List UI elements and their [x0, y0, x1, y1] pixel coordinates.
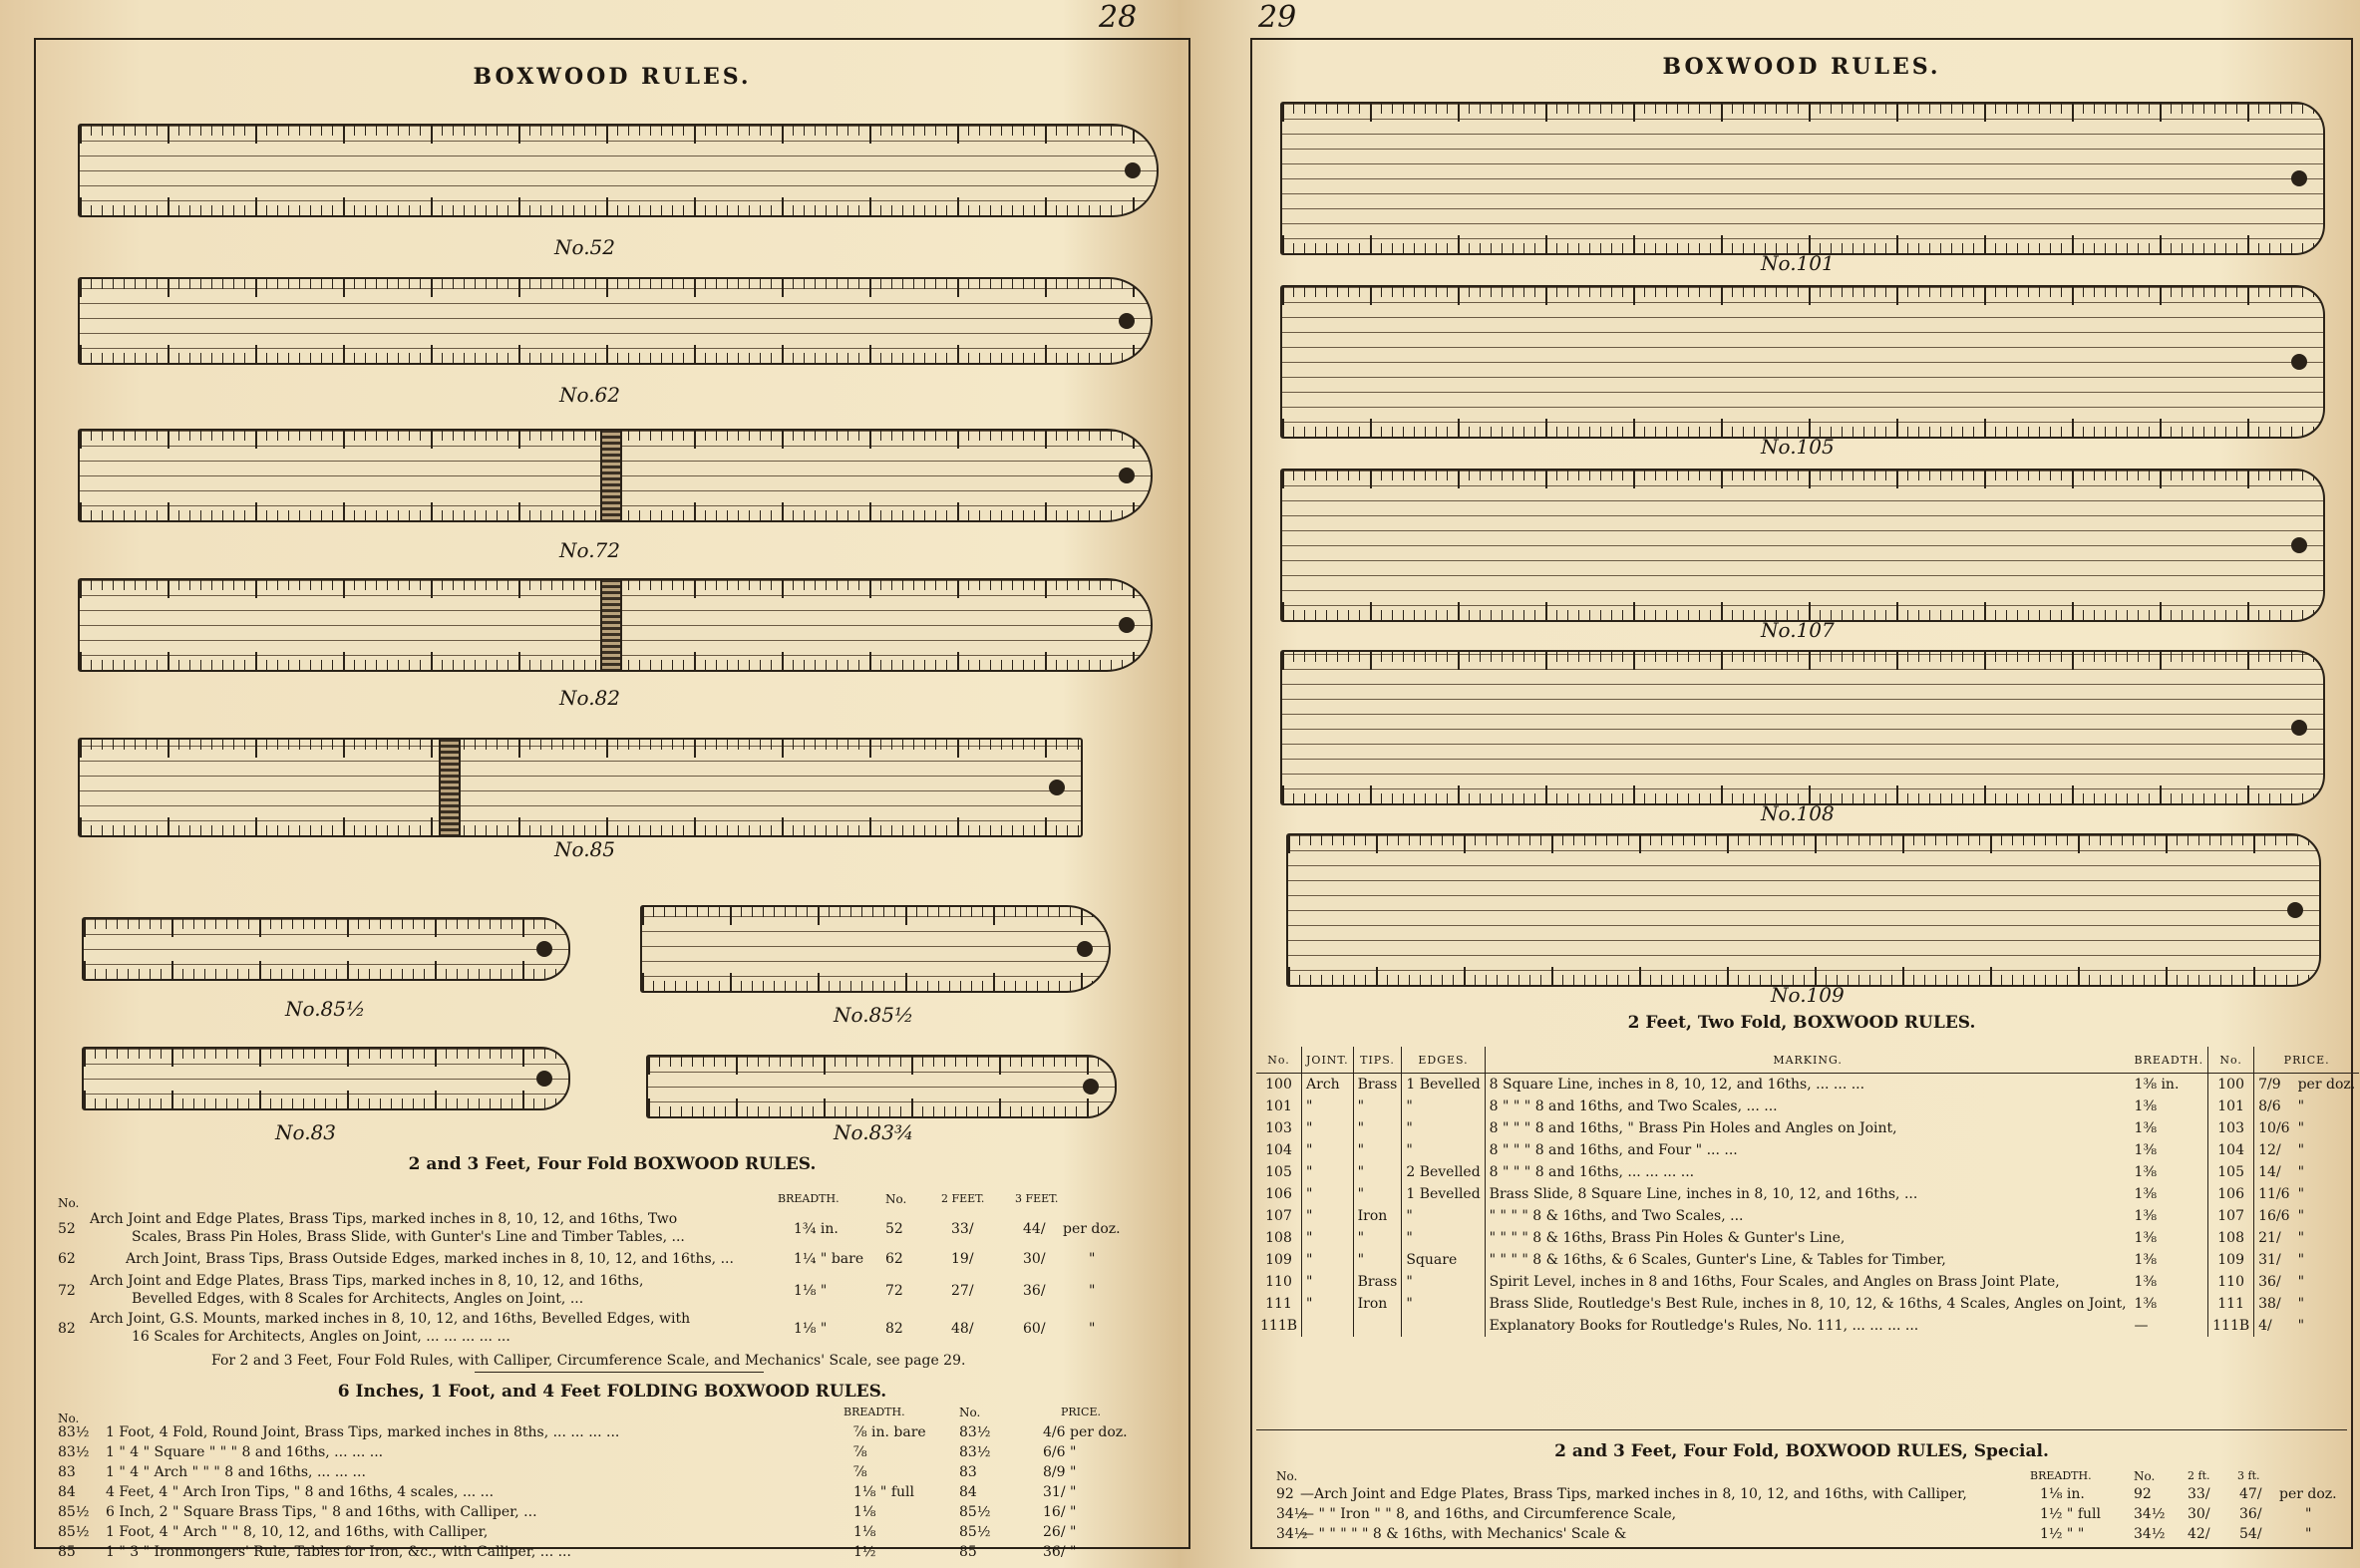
two-fold-cell-edges: "	[1402, 1293, 1485, 1315]
folding-cell-price: 4/6 per doz.	[1043, 1424, 1128, 1440]
col-header-two-ft: 2 ft.	[2188, 1469, 2210, 1482]
right-page	[1250, 38, 2356, 1549]
two-fold-cell-price: 14/	[2254, 1161, 2294, 1183]
two-fold-cell-joint: "	[1302, 1096, 1354, 1117]
two-fold-cell-per: "	[2297, 1318, 2305, 1334]
caption-107: No.107	[1761, 618, 1835, 642]
two-fold-cell-edges: "	[1402, 1139, 1485, 1161]
col-header-no2: No.	[885, 1192, 907, 1206]
rule-illustration-85-half-a	[82, 917, 570, 981]
two-fold-cell-price: 12/	[2254, 1139, 2294, 1161]
folding-cell-no2: 85	[959, 1544, 977, 1560]
col-header-no: No.	[58, 1411, 80, 1425]
two-fold-cell-no: 101	[1265, 1098, 1292, 1114]
two-fold-cell-joint: "	[1302, 1139, 1354, 1161]
caption-62: No.62	[559, 383, 620, 407]
two-fold-cell-marking: 8 " " " 8 and 16ths, ... ... ... ...	[1485, 1161, 2130, 1183]
folding-cell-price: 26/ "	[1043, 1524, 1077, 1540]
two-fold-cell-marking: 8 Square Line, inches in 8, 10, 12, and 16ths, ... ... ...	[1485, 1074, 2130, 1097]
table-row	[1256, 1183, 2359, 1205]
two-fold-cell-tips: Brass	[1353, 1074, 1402, 1097]
two-fold-cell-breadth: 1⅜ in.	[2134, 1077, 2180, 1093]
two-fold-cell-joint: "	[1302, 1161, 1354, 1183]
two-fold-cell-price: 7/9	[2254, 1074, 2294, 1097]
table-row	[1256, 1227, 2359, 1249]
two-fold-cell-breadth: 1⅜	[2134, 1252, 2158, 1268]
two-fold-cell-no: 108	[1265, 1230, 1292, 1246]
caption-85-half-a: No.85½	[285, 997, 366, 1021]
two-fold-cell-tips: Iron	[1353, 1293, 1402, 1315]
folding-cell-no2: 83	[959, 1464, 977, 1480]
two-fold-cell-per: "	[2297, 1186, 2305, 1202]
two-fold-cell-joint: "	[1302, 1249, 1354, 1271]
two-fold-cell-per: "	[2297, 1164, 2305, 1180]
two-fold-cell-joint: "	[1302, 1205, 1354, 1227]
caption-108: No.108	[1761, 801, 1835, 825]
rule-illustration-62	[78, 277, 1153, 365]
folding-cell-no: 83½	[58, 1444, 90, 1460]
folding-cell-desc: 1 Foot, 4 Fold, Round Joint, Brass Tips, marked inches in 8ths, ... ... ... ...	[106, 1424, 620, 1440]
rule-illustration-83-three-quarter	[646, 1055, 1117, 1118]
folding-cell-no: 85½	[58, 1524, 90, 1540]
caption-85-half-b: No.85½	[834, 1003, 914, 1027]
folding-cell-no: 84	[58, 1484, 76, 1500]
two-fold-cell-no: 107	[1265, 1208, 1292, 1224]
rule-illustration-85	[78, 738, 1083, 837]
table-row	[1256, 1205, 2359, 1227]
page-number-right: 29	[1258, 0, 1297, 35]
two-fold-cell-breadth: —	[2134, 1318, 2149, 1334]
two-fold-cell-marking: " " " " 8 & 16ths, and Two Scales, ...	[1485, 1205, 2130, 1227]
table-row	[1256, 1117, 2359, 1139]
two-fold-cell-no: 111	[1265, 1296, 1292, 1312]
caption-109: No.109	[1771, 983, 1845, 1007]
two-fold-cell-breadth: 1⅜	[2134, 1120, 2158, 1136]
two-fold-cell-tips	[1353, 1315, 1402, 1337]
two-fold-cell-edges	[1402, 1315, 1485, 1337]
two-fold-table	[1256, 1047, 2359, 1337]
two-fold-cell-edges: "	[1402, 1096, 1485, 1117]
two-fold-cell-marking: " " " " 8 & 16ths, Brass Pin Holes & Gunter's Line,	[1485, 1227, 2130, 1249]
table-header-row: No. JOINT. TIPS. EDGES. MARKING. BREADTH. No. PRICE.	[1256, 1047, 2359, 1074]
col-header-no: No.	[1276, 1469, 1298, 1483]
two-fold-cell-no2: 101	[2208, 1096, 2254, 1117]
two-fold-cell-breadth: 1⅜	[2134, 1296, 2158, 1312]
table-row	[1256, 1096, 2359, 1117]
two-fold-cell-no2: 107	[2208, 1205, 2254, 1227]
two-fold-cell-tips: "	[1353, 1227, 1402, 1249]
folding-cell-breadth: ⅞	[853, 1444, 867, 1460]
two-fold-cell-tips: "	[1353, 1139, 1402, 1161]
two-fold-cell-marking: Brass Slide, Routledge's Best Rule, inches in 8, 10, 12, & 16ths, 4 Scales, Angles on Joint,	[1485, 1293, 2130, 1315]
two-fold-cell-breadth: 1⅜	[2134, 1274, 2158, 1290]
two-fold-cell-breadth: 1⅜	[2134, 1208, 2158, 1224]
folding-cell-breadth: 1⅛	[853, 1504, 876, 1520]
two-fold-cell-marking: " " " " 8 & 16ths, & 6 Scales, Gunter's Line, & Tables for Timber,	[1485, 1249, 2130, 1271]
two-fold-cell-joint: "	[1302, 1271, 1354, 1293]
two-fold-cell-per: "	[2297, 1252, 2305, 1268]
rule-illustration-82	[78, 578, 1153, 672]
two-fold-cell-no: 106	[1265, 1186, 1292, 1202]
two-fold-cell-price: 11/6	[2254, 1183, 2294, 1205]
two-fold-cell-edges: "	[1402, 1271, 1485, 1293]
two-fold-cell-price: 16/6	[2254, 1205, 2294, 1227]
folding-cell-desc: 4 Feet, 4 " Arch Iron Tips, " 8 and 16ths, 4 scales, ... ...	[106, 1484, 495, 1500]
two-fold-cell-price: 4/	[2254, 1315, 2294, 1337]
two-fold-cell-no2: 106	[2208, 1183, 2254, 1205]
col-header-no2: No.	[2134, 1469, 2156, 1483]
caption-83: No.83	[275, 1120, 336, 1144]
two-fold-cell-joint: "	[1302, 1293, 1354, 1315]
folding-cell-breadth: 1⅛	[853, 1524, 876, 1540]
two-fold-cell-edges: "	[1402, 1205, 1485, 1227]
col-header-three-feet: 3 FEET.	[1015, 1192, 1059, 1205]
special-price-list: No. BREADTH. No. 2 ft. 3 ft. 92 —Arch Joint and Edge Plates, Brass Tips, marked inches in 8, 10, 12, and 16ths, with Calliper, 1⅛ in. 92 33/ 47/ per doz. 34½ — " " Iron " " 8, and 16ths, and Circumference Scale, 1½ " full 34½ 30/ 36/ " 34½ — " " " " " 8 & 16ths, with Mechanics' Scale & 1½ " " 34½ 42/ 54/ "	[1276, 1469, 2337, 1542]
two-fold-cell-no2: 109	[2208, 1249, 2254, 1271]
caption-85: No.85	[554, 837, 615, 861]
section-title-special: 2 and 3 Feet, Four Fold, BOXWOOD RULES, Special.	[1554, 1441, 2049, 1461]
two-fold-cell-marking: Spirit Level, inches in 8 and 16ths, Four Scales, and Angles on Brass Joint Plate,	[1485, 1271, 2130, 1293]
folding-cell-desc: 6 Inch, 2 " Square Brass Tips, " 8 and 16ths, with Calliper, ...	[106, 1504, 537, 1520]
two-fold-cell-price: 31/	[2254, 1249, 2294, 1271]
divider	[1256, 1429, 2347, 1430]
folding-cell-desc: 1 Foot, 4 " Arch " " 8, 10, 12, and 16ths, with Calliper,	[106, 1524, 489, 1540]
page-number-left: 28	[1099, 0, 1138, 35]
two-fold-cell-per: "	[2297, 1274, 2305, 1290]
two-fold-cell-tips: Brass	[1353, 1271, 1402, 1293]
two-fold-cell-no: 100	[1265, 1077, 1292, 1093]
two-fold-cell-per: per doz.	[2297, 1077, 2356, 1093]
two-fold-cell-joint: "	[1302, 1183, 1354, 1205]
col-header-no: No.	[58, 1196, 80, 1210]
two-fold-cell-no2: 111	[2208, 1293, 2254, 1315]
two-fold-cell-price: 8/6	[2254, 1096, 2294, 1117]
table-row	[1256, 1315, 2359, 1337]
two-fold-cell-joint: Arch	[1302, 1074, 1354, 1097]
two-fold-cell-edges: 1 Bevelled	[1402, 1074, 1485, 1097]
folding-cell-price: 31/ "	[1043, 1484, 1077, 1500]
two-fold-cell-edges: 1 Bevelled	[1402, 1183, 1485, 1205]
caption-105: No.105	[1761, 435, 1835, 459]
two-fold-cell-per: "	[2297, 1120, 2305, 1136]
two-fold-cell-tips: "	[1353, 1183, 1402, 1205]
rule-illustration-108	[1280, 650, 2325, 805]
two-fold-cell-no: 109	[1265, 1252, 1292, 1268]
folding-cell-price: 16/ "	[1043, 1504, 1077, 1520]
folding-cell-no: 85½	[58, 1504, 90, 1520]
two-fold-cell-no: 111B	[1260, 1318, 1298, 1334]
folding-cell-desc: 1 " 4 " Square " " " 8 and 16ths, ... ... ...	[106, 1444, 384, 1460]
rule-illustration-101	[1280, 102, 2325, 255]
two-fold-cell-breadth: 1⅜	[2134, 1098, 2158, 1114]
section-title-folding: 6 Inches, 1 Foot, and 4 Feet FOLDING BOXWOOD RULES.	[337, 1382, 887, 1402]
two-fold-cell-joint	[1302, 1315, 1354, 1337]
col-header-breadth: BREADTH.	[2030, 1469, 2092, 1482]
two-fold-cell-no2: 100	[2208, 1074, 2254, 1097]
table-row	[1256, 1271, 2359, 1293]
folding-cell-breadth: ⅞ in. bare	[853, 1424, 926, 1440]
two-fold-cell-tips: "	[1353, 1096, 1402, 1117]
rule-illustration-83	[82, 1047, 570, 1110]
rule-illustration-85-half-b	[640, 905, 1111, 993]
col-header-breadth: BREADTH.	[843, 1406, 905, 1418]
two-fold-cell-breadth: 1⅜	[2134, 1230, 2158, 1246]
two-fold-cell-breadth: 1⅜	[2134, 1186, 2158, 1202]
section-title-four-fold: 2 and 3 Feet, Four Fold BOXWOOD RULES.	[408, 1154, 817, 1174]
caption-72: No.72	[559, 538, 620, 562]
four-fold-note: For 2 and 3 Feet, Four Fold Rules, with Calliper, Circumference Scale, and Mechanics' Scale, see page 29.	[211, 1353, 966, 1369]
two-fold-cell-no2: 111B	[2208, 1315, 2254, 1337]
caption-82: No.82	[559, 686, 620, 710]
folding-cell-no2: 84	[959, 1484, 977, 1500]
two-fold-cell-breadth: 1⅜	[2134, 1142, 2158, 1158]
two-fold-cell-joint: "	[1302, 1227, 1354, 1249]
col-header-two-feet: 2 FEET.	[941, 1192, 985, 1205]
two-fold-cell-per: "	[2297, 1208, 2305, 1224]
folding-cell-no: 83	[58, 1464, 76, 1480]
folding-cell-price: 36/ "	[1043, 1544, 1077, 1560]
two-fold-cell-tips: Iron	[1353, 1205, 1402, 1227]
two-fold-cell-marking: 8 " " " 8 and 16ths, " Brass Pin Holes and Angles on Joint,	[1485, 1117, 2130, 1139]
two-fold-cell-marking: 8 " " " 8 and 16ths, and Four " ... ...	[1485, 1139, 2130, 1161]
two-fold-cell-breadth: 1⅜	[2134, 1164, 2158, 1180]
two-fold-cell-marking: Explanatory Books for Routledge's Rules, No. 111, ... ... ... ...	[1485, 1315, 2130, 1337]
rule-illustration-107	[1280, 469, 2325, 622]
two-fold-cell-no2: 108	[2208, 1227, 2254, 1249]
folding-cell-no: 85	[58, 1544, 76, 1560]
divider	[475, 1372, 764, 1373]
folding-cell-no: 83½	[58, 1424, 90, 1440]
two-fold-cell-price: 36/	[2254, 1271, 2294, 1293]
two-fold-cell-edges: Square	[1402, 1249, 1485, 1271]
two-fold-cell-per: "	[2297, 1142, 2305, 1158]
table-row	[1256, 1293, 2359, 1315]
two-fold-cell-no2: 103	[2208, 1117, 2254, 1139]
two-fold-cell-no: 105	[1265, 1164, 1292, 1180]
four-fold-price-list: No. BREADTH. No. 2 FEET. 3 FEET. 52 Arch Joint and Edge Plates, Brass Tips, marked inches in 8, 10, 12, and 16ths, Two Scales, Brass Pin Holes, Brass Slide, with Gunter's Line and Timber Tables, ... 1¾ in. 52 33/ 44/ per doz. 62 Arch Joint, Brass Tips, Brass Outside Edges, marked inches in 8, 10, 12, and 16ths, ... 1¼ " bare 62 19/ 30/ " 72 Arch Joint and Edge Plates, Brass Tips, marked inches in 8, 10, 12, and 16ths, Bevelled Edges, with 8 Scales for Architects, Angles on Joint, ... 1⅛ " 72 27/ 36/ " 82 Arch Joint, G.S. Mounts, marked inches in 8, 10, 12, and 16ths, Bevelled Edges, with 16 Scales for Architects, Angles on Joint, ... ... ... ... ... 1⅛ " 82 48/ 60/ " For 2 and 3 Feet, Four Fold Rules, with Calliper, Circumference Scale, and Mechanics' Scale, see page 29.	[58, 1192, 1121, 1369]
col-header-breadth: BREADTH.	[778, 1192, 840, 1205]
two-fold-cell-tips: "	[1353, 1161, 1402, 1183]
two-fold-cell-per: "	[2297, 1296, 2305, 1312]
caption-83-three-quarter: No.83¾	[834, 1120, 914, 1144]
two-fold-cell-no: 104	[1265, 1142, 1292, 1158]
col-header-price: PRICE.	[1061, 1406, 1101, 1418]
folding-cell-no2: 85½	[959, 1504, 991, 1520]
table-row	[1256, 1161, 2359, 1183]
table-row	[1256, 1074, 2359, 1097]
folding-cell-price: 6/6 "	[1043, 1444, 1077, 1460]
two-fold-cell-no2: 104	[2208, 1139, 2254, 1161]
folding-cell-breadth: 1½	[853, 1544, 876, 1560]
two-fold-cell-no: 110	[1265, 1274, 1292, 1290]
folding-cell-breadth: 1⅛ " full	[853, 1484, 914, 1500]
two-fold-cell-per: "	[2297, 1098, 2305, 1114]
page-title: BOXWOOD RULES.	[1662, 54, 1941, 80]
two-fold-cell-no2: 105	[2208, 1161, 2254, 1183]
folding-cell-no2: 85½	[959, 1524, 991, 1540]
rule-illustration-72	[78, 429, 1153, 522]
two-fold-cell-no2: 110	[2208, 1271, 2254, 1293]
two-fold-cell-edges: 2 Bevelled	[1402, 1161, 1485, 1183]
left-page	[34, 38, 1190, 1560]
caption-52: No.52	[554, 235, 615, 259]
two-fold-cell-edges: "	[1402, 1227, 1485, 1249]
two-fold-cell-price: 10/6	[2254, 1117, 2294, 1139]
two-fold-cell-no: 103	[1265, 1120, 1292, 1136]
two-fold-cell-price: 38/	[2254, 1293, 2294, 1315]
two-fold-cell-edges: "	[1402, 1117, 1485, 1139]
folding-cell-breadth: ⅞	[853, 1464, 867, 1480]
two-fold-cell-per: "	[2297, 1230, 2305, 1246]
table-row	[1256, 1139, 2359, 1161]
table-row	[1256, 1249, 2359, 1271]
col-header-no2: No.	[959, 1406, 981, 1419]
rule-illustration-105	[1280, 285, 2325, 439]
caption-101: No.101	[1761, 251, 1835, 275]
section-title-two-fold: 2 Feet, Two Fold, BOXWOOD RULES.	[1627, 1013, 1976, 1033]
folding-cell-desc: 1 " 3 " Ironmongers' Rule, Tables for Iron, &c., with Calliper, ... ...	[106, 1544, 571, 1560]
folding-cell-desc: 1 " 4 " Arch " " " 8 and 16ths, ... ... ...	[106, 1464, 366, 1480]
two-fold-cell-joint: "	[1302, 1117, 1354, 1139]
folding-cell-no2: 83½	[959, 1424, 991, 1440]
rule-illustration-52	[78, 124, 1159, 217]
two-fold-cell-marking: 8 " " " 8 and 16ths, and Two Scales, ... ...	[1485, 1096, 2130, 1117]
two-fold-cell-tips: "	[1353, 1117, 1402, 1139]
col-header-three-ft: 3 ft.	[2237, 1469, 2260, 1482]
rule-illustration-109	[1286, 833, 2321, 987]
two-fold-cell-price: 21/	[2254, 1227, 2294, 1249]
folding-cell-no2: 83½	[959, 1444, 991, 1460]
two-fold-cell-marking: Brass Slide, 8 Square Line, inches in 8, 10, 12, and 16ths, ...	[1485, 1183, 2130, 1205]
folding-cell-price: 8/9 "	[1043, 1464, 1077, 1480]
two-fold-cell-tips: "	[1353, 1249, 1402, 1271]
page-title: BOXWOOD RULES.	[473, 64, 752, 90]
